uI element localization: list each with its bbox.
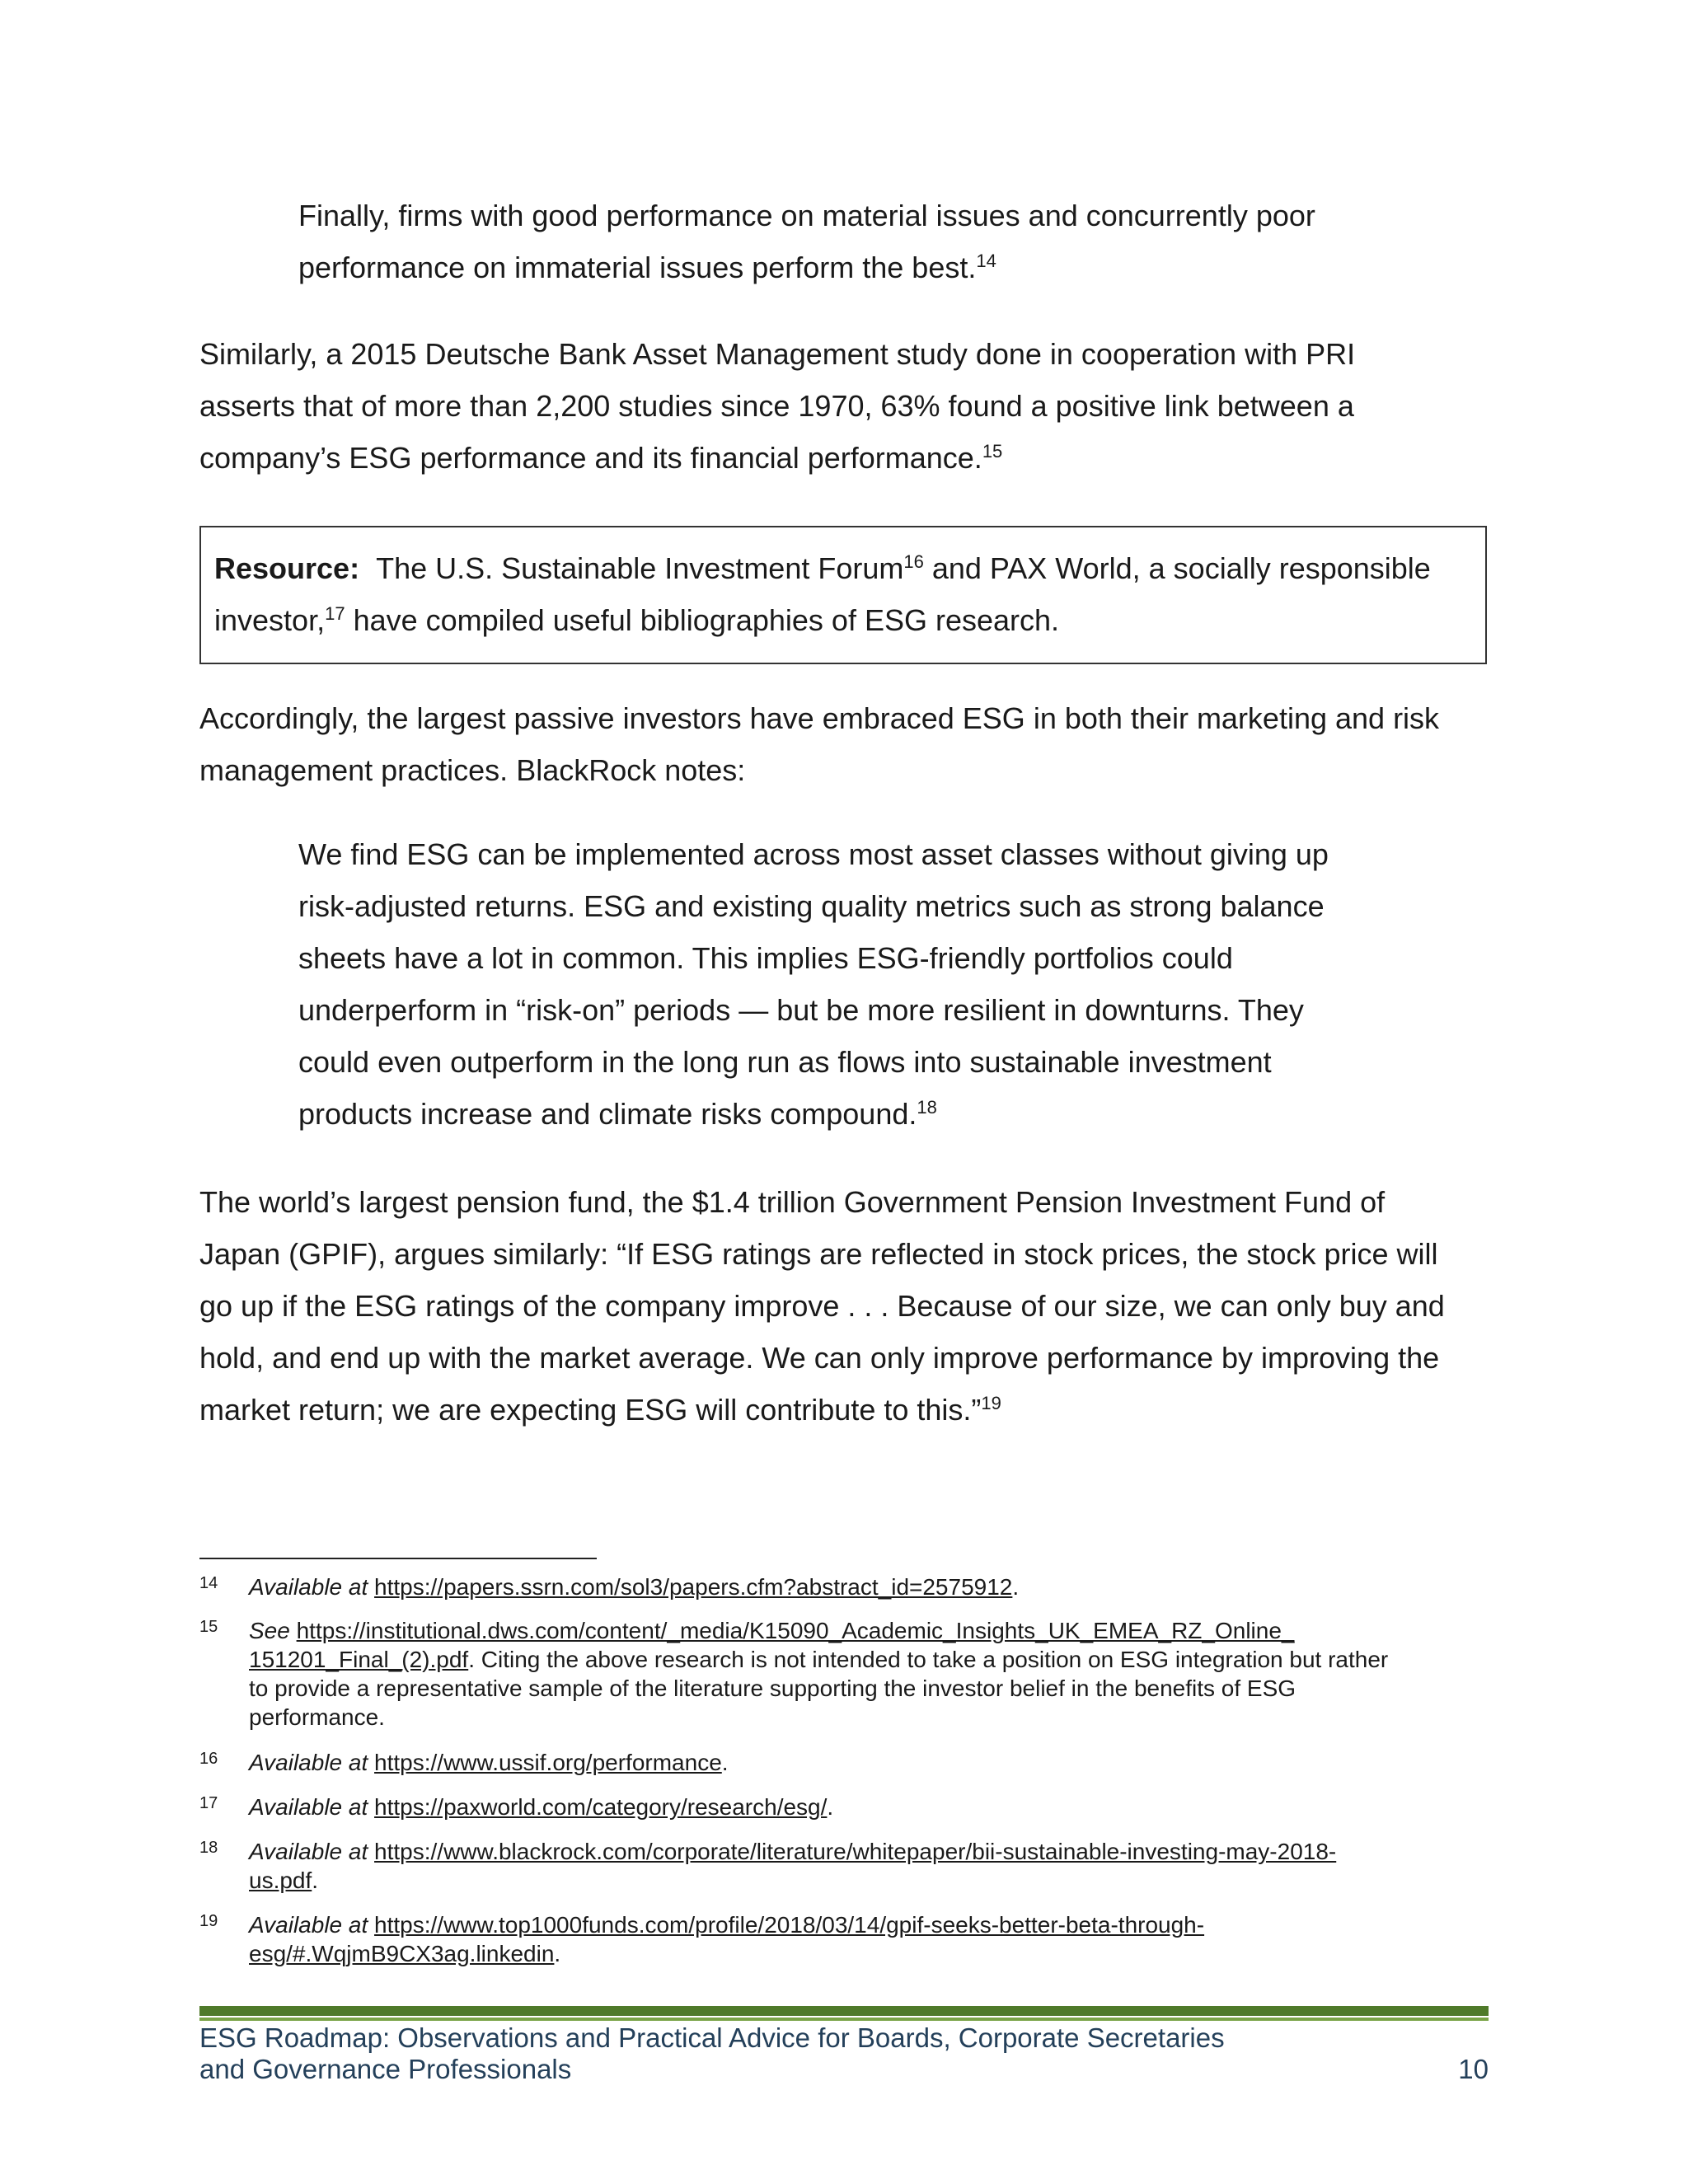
footnote-text <box>249 1910 1502 1968</box>
quote-line: We find ESG can be implemented across most asset classes without giving up <box>298 837 1329 871</box>
footnote-ref[interactable]: 17 <box>325 603 345 624</box>
quote-text: products increase and climate risks compound. <box>298 1097 917 1131</box>
resource-line <box>214 594 1472 646</box>
footnote-link[interactable]: https://www.blackrock.com/corporate/literature/whitepaper/bii-sustainable-investing-may-2018- <box>374 1839 1337 1864</box>
resource-text: have compiled useful bibliographies of ESG research. <box>345 603 1060 637</box>
quote-line: underperform in “risk-on” periods — but be more resilient in downturns. They <box>298 993 1304 1027</box>
quote-line: sheets have a lot in common. This implies ESG-friendly portfolios could <box>298 941 1233 975</box>
footnote-lead: Available at <box>249 1839 368 1864</box>
footnote-14 <box>199 1572 1502 1601</box>
footnote-lead: Available at <box>249 1794 368 1820</box>
block-quote-blackrock <box>298 828 1485 1140</box>
footnote-body: . Citing the above research is not intended to take a position on ESG integration but rather <box>468 1647 1389 1672</box>
quote-line: risk-adjusted returns. ESG and existing quality metrics such as strong balance <box>298 889 1325 923</box>
quote-line: could even outperform in the long run as flows into sustainable investment <box>298 1045 1272 1079</box>
footnote-number: 16 <box>199 1750 218 1768</box>
footnote-link[interactable]: https://institutional.dws.com/content/_media/K15090_Academic_Insights_UK_EMEA_RZ_Online_ <box>296 1618 1295 1643</box>
footnote-17 <box>199 1793 1502 1821</box>
paragraph-deutsche-bank <box>199 328 1493 484</box>
footnote-lead: See <box>249 1618 290 1643</box>
footnote-text <box>249 1793 1502 1821</box>
footnote-link[interactable]: 151201_Final_(2).pdf <box>249 1647 469 1672</box>
footnote-18 <box>199 1837 1502 1895</box>
quote-line <box>298 241 1485 293</box>
paragraph-line: Similarly, a 2015 Deutsche Bank Asset Management study done in cooperation with PRI <box>199 337 1356 371</box>
footer-document-title <box>199 2022 1353 2085</box>
page-number: 10 <box>1458 2054 1489 2084</box>
footnote-number: 15 <box>199 1618 218 1636</box>
footnote-punct: . <box>827 1794 834 1820</box>
footnote-number: 19 <box>199 1912 218 1930</box>
footnote-15 <box>199 1616 1502 1732</box>
footnote-body: to provide a representative sample of the literature supporting the investor belief in the benefits of ESG <box>249 1675 1296 1701</box>
paragraph-line: go up if the ESG ratings of the company improve . . . Because of our size, we can only buy and <box>199 1289 1445 1323</box>
footnote-body: performance. <box>249 1704 385 1730</box>
block-quote-1 <box>298 190 1485 293</box>
footnote-ref[interactable]: 15 <box>982 441 1003 462</box>
footnote-punct: . <box>312 1868 319 1893</box>
footnote-punct: . <box>554 1941 561 1966</box>
paragraph-line: asserts that of more than 2,200 studies since 1970, 63% found a positive link between a <box>199 389 1354 423</box>
footnote-link[interactable]: https://paxworld.com/category/research/esg/ <box>374 1794 828 1820</box>
resource-line <box>214 542 1472 594</box>
footnote-text <box>249 1616 1502 1732</box>
footnote-link[interactable]: https://www.top1000funds.com/profile/2018/03/14/gpif-seeks-better-beta-through- <box>374 1912 1205 1938</box>
footnote-lead: Available at <box>249 1912 368 1938</box>
footnote-punct: . <box>1012 1574 1020 1600</box>
paragraph-line: hold, and end up with the market average. We can only improve performance by improving the <box>199 1341 1440 1375</box>
footnote-link[interactable]: https://papers.ssrn.com/sol3/papers.cfm?abstract_id=2575912 <box>374 1574 1013 1600</box>
footnote-link[interactable]: us.pdf <box>249 1868 312 1893</box>
footer-rule <box>199 2006 1489 2021</box>
footnote-16 <box>199 1748 1502 1777</box>
footnote-separator <box>199 1558 597 1559</box>
quote-line <box>298 1088 1485 1140</box>
footnote-ref[interactable]: 18 <box>917 1097 937 1118</box>
footnote-number: 17 <box>199 1794 218 1812</box>
footnote-link[interactable]: esg/#.WqjmB9CX3ag.linkedin <box>249 1941 555 1966</box>
resource-label: Resource: <box>214 551 360 585</box>
footnote-punct: . <box>721 1750 729 1775</box>
footer-title-line: ESG Roadmap: Observations and Practical Advice for Boards, Corporate Secretaries <box>199 2022 1225 2053</box>
paragraph-line: Accordingly, the largest passive investors have embraced ESG in both their marketing and risk <box>199 701 1440 735</box>
paragraph-blackrock-intro <box>199 692 1493 796</box>
footnote-ref[interactable]: 16 <box>903 551 924 572</box>
footnote-ref[interactable]: 19 <box>981 1393 1001 1413</box>
paragraph-text: market return; we are expecting ESG will contribute to this.” <box>199 1393 982 1427</box>
resource-callout-box <box>199 526 1487 664</box>
footnote-lead: Available at <box>249 1574 368 1600</box>
footnote-number: 18 <box>199 1839 218 1857</box>
quote-line: Finally, firms with good performance on material issues and concurrently poor <box>298 199 1315 232</box>
paragraph-line <box>199 432 1493 484</box>
resource-text: investor, <box>214 603 326 637</box>
quote-text: performance on immaterial issues perform the best. <box>298 251 977 284</box>
footnote-text <box>249 1748 1502 1777</box>
paragraph-text: company’s ESG performance and its financial performance. <box>199 441 982 475</box>
paragraph-line: The world’s largest pension fund, the $1.4 trillion Government Pension Investment Fund of <box>199 1185 1386 1219</box>
footnote-link[interactable]: https://www.ussif.org/performance <box>374 1750 722 1775</box>
footnote-number: 14 <box>199 1574 218 1592</box>
paragraph-line <box>199 1384 1493 1436</box>
footnote-lead: Available at <box>249 1750 368 1775</box>
footnote-text <box>249 1837 1502 1895</box>
footnote-text <box>249 1572 1502 1601</box>
paragraph-gpif <box>199 1176 1493 1436</box>
footnote-19 <box>199 1910 1502 1968</box>
resource-text: and PAX World, a socially responsible <box>923 551 1431 585</box>
resource-text: The U.S. Sustainable Investment Forum <box>376 551 904 585</box>
paragraph-line: management practices. BlackRock notes: <box>199 753 746 787</box>
paragraph-line: Japan (GPIF), argues similarly: “If ESG ratings are reflected in stock prices, the stock price will <box>199 1237 1438 1271</box>
footer-title-line: and Governance Professionals <box>199 2054 572 2084</box>
footnote-ref[interactable]: 14 <box>976 251 996 271</box>
